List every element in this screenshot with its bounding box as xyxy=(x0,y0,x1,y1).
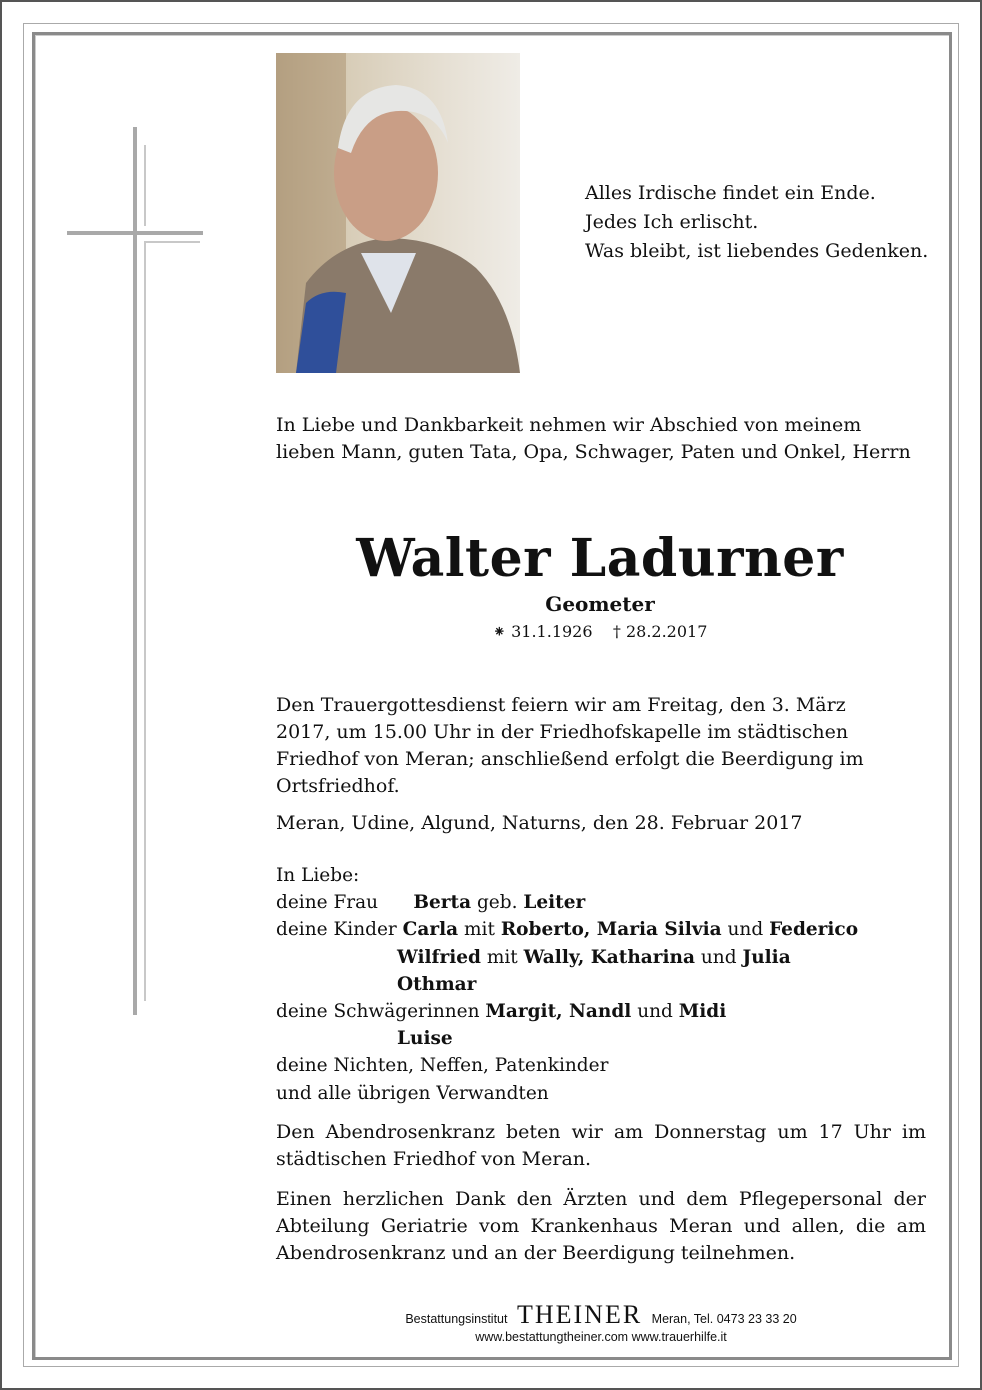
website-link[interactable]: www.trauerhilfe.it xyxy=(631,1330,727,1344)
family-row-nieces: deine Nichten, Neffen, Patenkinder xyxy=(276,1055,609,1077)
name: Berta xyxy=(413,892,472,914)
name: Julia xyxy=(742,946,791,968)
service-text: Den Trauergottesdienst feiern wir am Freitag, den 3. März 2017, um 15.00 Uhr in der Friedhofskapelle im städtischen Friedhof von Meran; anschließend erfolgt die Beerdigung im Ortsfriedhof. xyxy=(276,694,864,797)
family-row-child3 xyxy=(276,971,858,998)
funeral-home-footer xyxy=(0,1300,982,1344)
text: und xyxy=(727,919,764,941)
name: Othmar xyxy=(397,973,477,995)
footer-contact: Meran, Tel. 0473 23 33 20 xyxy=(651,1312,797,1326)
text: mit xyxy=(486,946,518,968)
label: deine Frau xyxy=(276,892,379,914)
website-link[interactable]: www.bestattungtheiner.com xyxy=(475,1330,629,1344)
text: mit xyxy=(464,919,495,941)
text: und xyxy=(637,1000,673,1022)
name: Luise xyxy=(397,1028,453,1050)
label: deine Kinder xyxy=(276,919,397,941)
motto-line: Jedes Ich erlischt. xyxy=(585,211,759,233)
name: Federico xyxy=(769,919,859,941)
name: Leiter xyxy=(523,892,586,914)
motto-line: Alles Irdische findet ein Ende. xyxy=(585,182,876,204)
family-row-sisters xyxy=(276,998,858,1025)
family-row-children xyxy=(276,916,858,943)
family-row-child2 xyxy=(276,944,858,971)
name: Wally, Katharina xyxy=(523,946,695,968)
profession: Geometer xyxy=(545,592,655,616)
intro-text: In Liebe und Dankbarkeit nehmen wir Abschied von meinem lieben Mann, guten Tata, Opa, Schwager, Paten und Onkel, Herrn xyxy=(276,414,911,463)
name: Carla xyxy=(402,919,459,941)
deceased-name: Walter Ladurner xyxy=(356,528,844,589)
label: deine Schwägerinnen xyxy=(276,1000,480,1022)
text: und xyxy=(700,946,737,968)
name: Margit, Nandl xyxy=(485,1000,632,1022)
footer-prefix: Bestattungsinstitut xyxy=(405,1312,508,1326)
portrait-photo xyxy=(276,53,520,373)
family-row-wife xyxy=(276,889,858,916)
text: geb. xyxy=(476,892,518,914)
place-date: Meran, Udine, Algund, Naturns, den 28. Februar 2017 xyxy=(276,812,803,834)
name: Roberto, Maria Silvia xyxy=(500,919,722,941)
theiner-logo: THEINER xyxy=(516,1300,643,1329)
motto xyxy=(585,179,928,266)
family-list xyxy=(276,862,858,1107)
family-row-others: und alle übrigen Verwandten xyxy=(276,1082,549,1104)
birth-date: ⁕ 31.1.1926 xyxy=(492,622,593,641)
name: Midi xyxy=(678,1000,727,1022)
name: Wilfried xyxy=(397,946,481,968)
family-row-sister3 xyxy=(276,1025,858,1052)
family-heading: In Liebe: xyxy=(276,865,360,886)
life-dates xyxy=(0,622,982,641)
death-date: † 28.2.2017 xyxy=(612,622,708,641)
thanks-text: Einen herzlichen Dank den Ärzten und dem Pflegepersonal der Abteilung Geriatrie vom Krankenhaus Meran und allen, die am Abendrosenkranz und an der Beerdigung teilnehmen. xyxy=(276,1188,926,1264)
rosary-text: Den Abendrosenkranz beten wir am Donnerstag um 17 Uhr im städtischen Friedhof von Meran. xyxy=(276,1121,926,1170)
motto-line: Was bleibt, ist liebendes Gedenken. xyxy=(585,240,929,262)
